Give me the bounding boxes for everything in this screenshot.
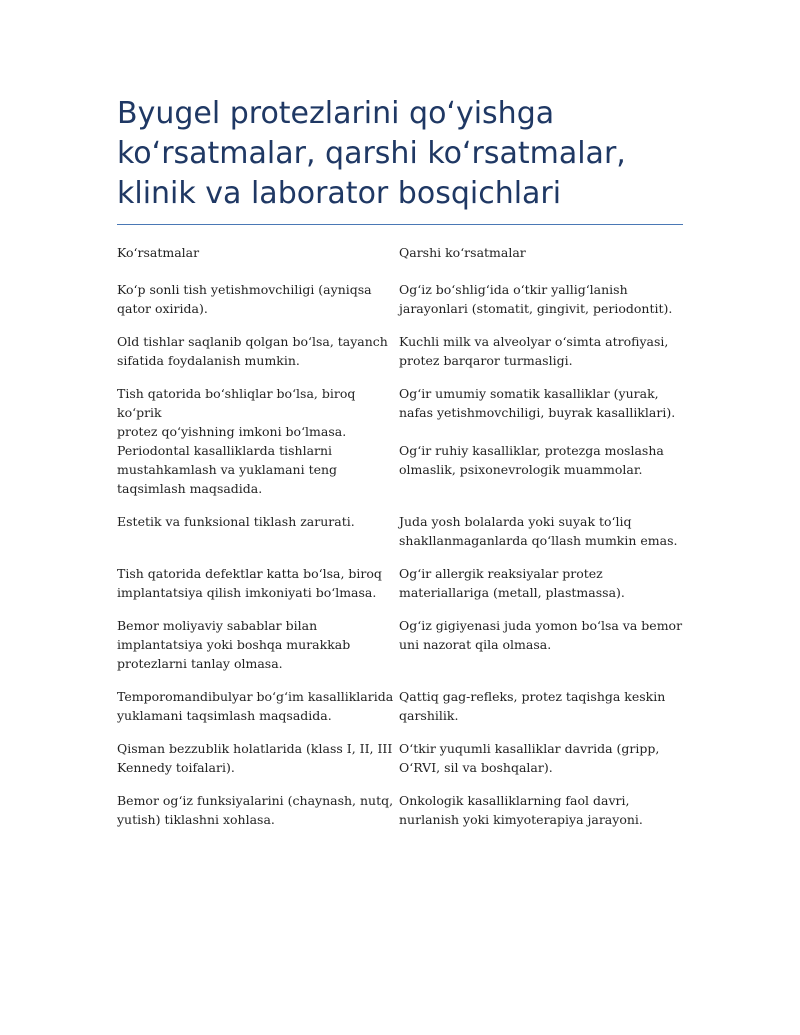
contraindication-cell: Kuchli milk va alveolyar o‘simta atrofiyasi, protez barqaror turmasligi. xyxy=(399,334,669,368)
title-divider xyxy=(117,224,683,225)
indications-table xyxy=(117,243,683,831)
table-row xyxy=(117,564,683,616)
indication-cell: Temporomandibulyar bo‘g‘im kasalliklarida yuklamani taqsimlash maqsadida. xyxy=(117,689,394,723)
table-row xyxy=(117,512,683,564)
contraindication-cell: Og‘iz gigiyenasi juda yomon bo‘lsa va bemor uni nazorat qila olmasa. xyxy=(399,618,683,652)
table-row xyxy=(117,384,683,441)
page-title: Byugel protezlarini qo‘yishga ko‘rsatmalar, qarshi ko‘rsatmalar, klinik va laborator bosqichlari xyxy=(117,96,626,211)
header-indications: Ko‘rsatmalar xyxy=(117,245,200,260)
indication-cell: Tish qatorida defektlar katta bo‘lsa, biroq implantatsiya qilish imkoniyati bo‘lmasa. xyxy=(117,566,382,600)
indication-cell: Tish qatorida bo‘shliqlar bo‘lsa, biroq ko‘prik protez qo‘yishning imkoni bo‘lmasa. xyxy=(117,386,356,439)
indication-cell: Old tishlar saqlanib qolgan bo‘lsa, tayanch sifatida foydalanish mumkin. xyxy=(117,334,388,368)
table-header-row xyxy=(117,243,683,280)
indication-cell: Periodontal kasalliklarda tishlarni mustahkamlash va yuklamani teng taqsimlash maqsadida. xyxy=(117,443,338,496)
contraindication-cell: Og‘ir allergik reaksiyalar protez materiallariga (metall, plastmassa). xyxy=(399,566,625,600)
contraindication-cell: Og‘ir umumiy somatik kasalliklar (yurak, nafas yetishmovchiligi, buyrak kasalliklari). xyxy=(399,386,676,420)
table-row xyxy=(117,616,683,687)
contraindication-cell: Og‘iz bo‘shlig‘ida o‘tkir yallig‘lanish jarayonlari (stomatit, gingivit, periodontit). xyxy=(399,282,673,316)
table-row xyxy=(117,332,683,384)
indication-cell: Qisman bezzublik holatlarida (klass I, II, III Kennedy toifalari). xyxy=(117,741,393,775)
table-row xyxy=(117,441,683,512)
indication-cell: Estetik va funksional tiklash zarurati. xyxy=(117,514,355,529)
contraindication-cell: Og‘ir ruhiy kasalliklar, protezga moslasha olmaslik, psixonevrologik muammolar. xyxy=(399,443,664,477)
indication-cell: Bemor og‘iz funksiyalarini (chaynash, nutq, yutish) tiklashni xohlasa. xyxy=(117,793,394,827)
indication-cell: Bemor moliyaviy sabablar bilan implantatsiya yoki boshqa murakkab protezlarni tanlay olmasa. xyxy=(117,618,351,671)
contraindication-cell: O‘tkir yuqumli kasalliklar davrida (gripp, O‘RVI, sil va boshqalar). xyxy=(399,741,660,775)
contraindication-cell: Juda yosh bolalarda yoki suyak to‘liq shakllanmaganlarda qo‘llash mumkin emas. xyxy=(399,514,678,548)
table-row xyxy=(117,791,683,831)
header-contraindications: Qarshi ko‘rsatmalar xyxy=(399,245,526,260)
table-row xyxy=(117,739,683,791)
contraindication-cell: Qattiq gag-refleks, protez taqishga keskin qarshilik. xyxy=(399,689,666,723)
table-row xyxy=(117,687,683,739)
contraindication-cell: Onkologik kasalliklarning faol davri, nurlanish yoki kimyoterapiya jarayoni. xyxy=(399,793,643,827)
table-row xyxy=(117,280,683,332)
indication-cell: Ko‘p sonli tish yetishmovchiligi (ayniqsa qator oxirida). xyxy=(117,282,372,316)
